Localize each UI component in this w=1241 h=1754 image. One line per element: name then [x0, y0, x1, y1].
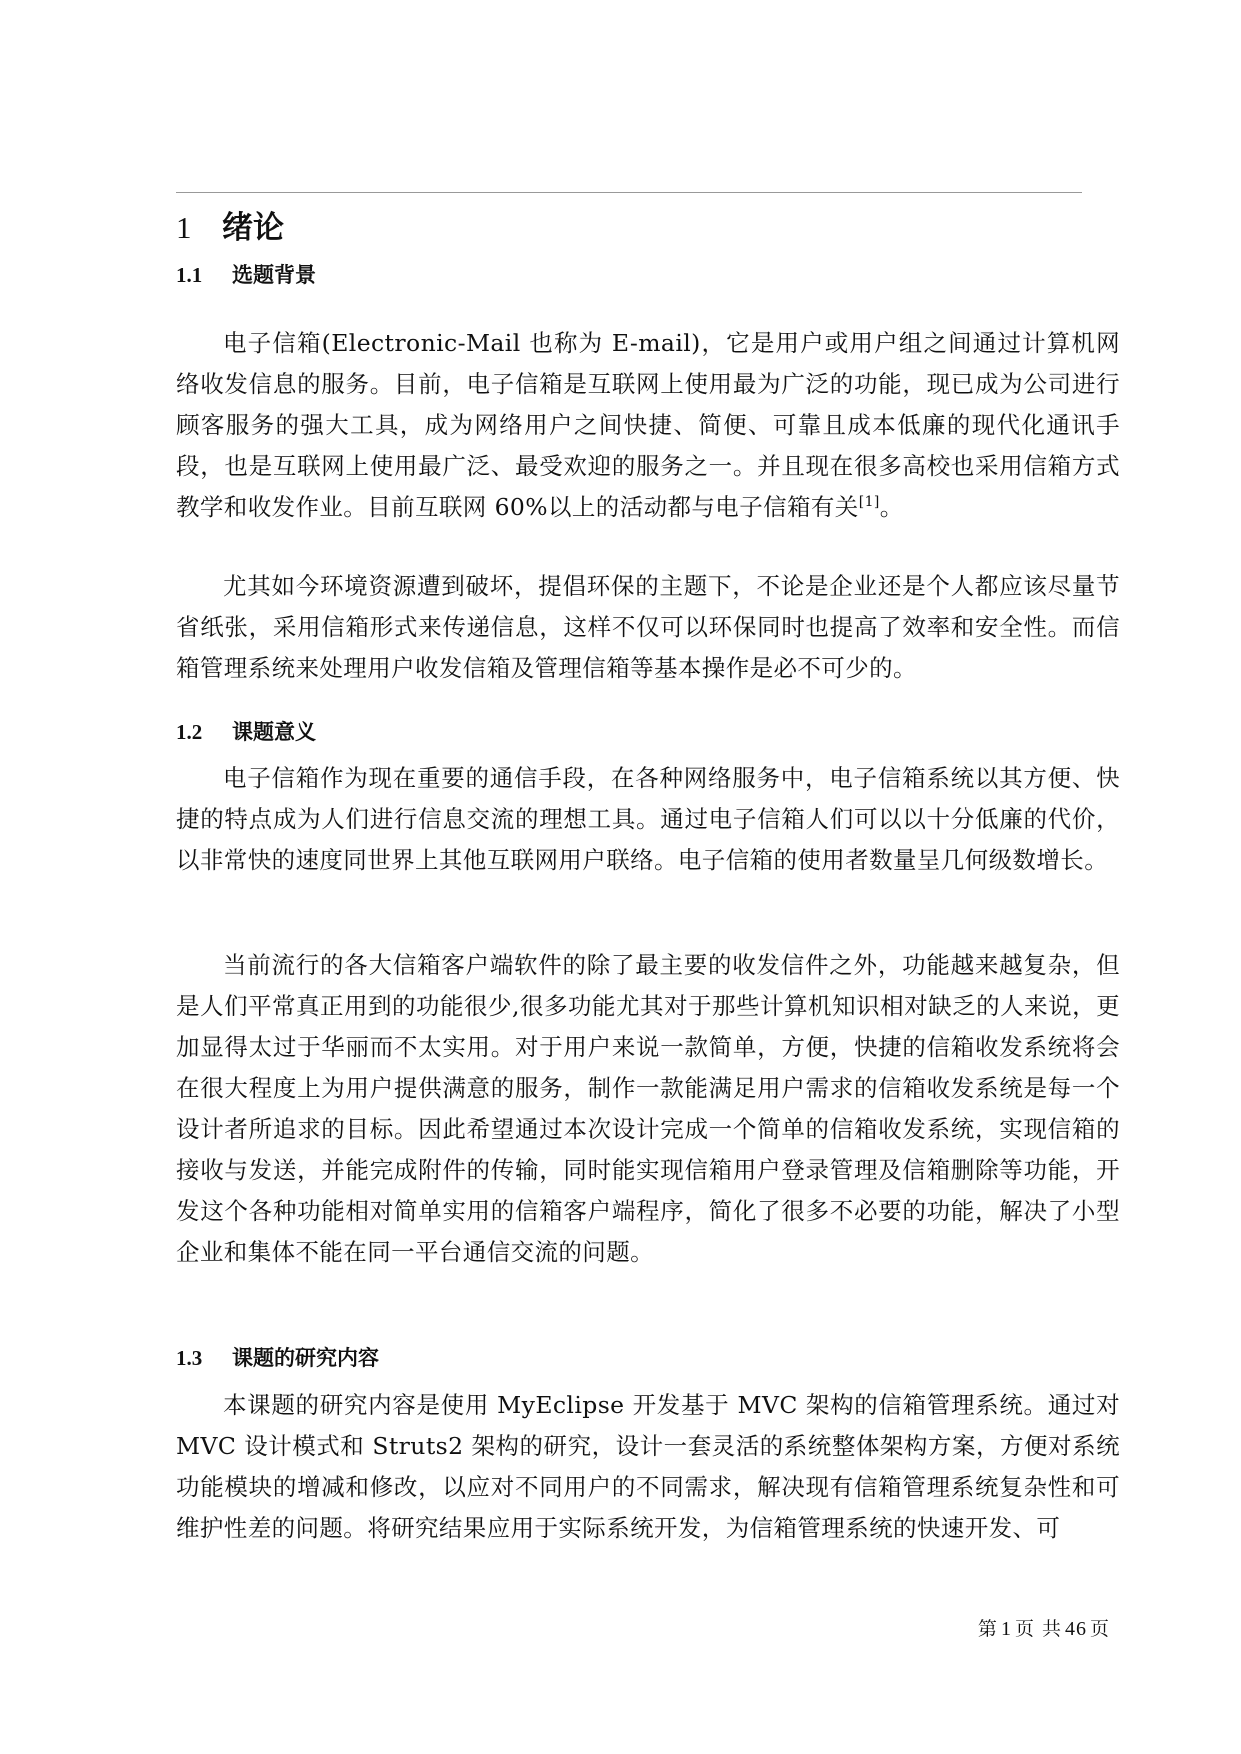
footer-current-page: 1: [1000, 1618, 1012, 1640]
paragraph-1-1-b: [176, 566, 1120, 689]
section-number: 1.2: [176, 720, 203, 744]
paragraph-1-2-b: [176, 945, 1120, 1273]
footer-prefix: 第: [977, 1618, 998, 1640]
paragraph-text: 本课题的研究内容是使用 MyEclipse 开发基于 MVC 架构的信箱管理系统。通过对 MVC 设计模式和 Struts2 架构的研究，设计一套灵活的系统整体架构方案，方便对系统功能模块的增减和修改，以应对不同用户的不同需求，解决现有信箱管理系统复杂性和可维护性差的问题。将研究结果应用于实际系统开发，为信箱管理系统的快速开发、可: [176, 1391, 1120, 1542]
footer-suffix: 页: [1089, 1618, 1110, 1640]
paragraph-text: 电子信箱(Electronic-Mail 也称为 E-mail)，它是用户或用户组之间通过计算机网络收发信息的服务。目前，电子信箱是互联网上使用最为广泛的功能，现已成为公司进行顾客服务的强大工具，成为网络用户之间快捷、简便、可靠且成本低廉的现代化通讯手段，也是互联网上使用最广泛、最受欢迎的服务之一。并且现在很多高校也采用信箱方式教学和收发作业。目前互联网 60%以上的活动都与电子信箱有关: [176, 329, 1120, 521]
section-heading-1-3: [176, 1338, 379, 1378]
citation-ref: [1]: [858, 494, 880, 510]
footer-total-pages: 46: [1064, 1618, 1087, 1640]
chapter-title: [176, 204, 284, 252]
footer-middle: 页 共: [1014, 1618, 1062, 1640]
section-number: 1.1: [176, 263, 203, 287]
section-number: 1.3: [176, 1346, 203, 1370]
chapter-title-text: 绪论: [222, 210, 284, 246]
section-title: 课题意义: [232, 720, 316, 744]
header-rule: [176, 192, 1082, 193]
section-title: 课题的研究内容: [232, 1346, 379, 1370]
section-title: 选题背景: [232, 263, 316, 287]
section-heading-1-1: [176, 255, 316, 295]
page-footer: [978, 1617, 1110, 1641]
chapter-number: 1: [176, 210, 192, 245]
paragraph-1-1-a: [176, 323, 1120, 528]
paragraph-1-2-a: [176, 758, 1120, 881]
paragraph-tail: 。: [879, 493, 904, 521]
paragraph-text: 尤其如今环境资源遭到破坏，提倡环保的主题下，不论是企业还是个人都应该尽量节省纸张，采用信箱形式来传递信息，这样不仅可以环保同时也提高了效率和安全性。而信箱管理系统来处理用户收发信箱及管理信箱等基本操作是必不可少的。: [176, 572, 1120, 682]
paragraph-text: 电子信箱作为现在重要的通信手段，在各种网络服务中，电子信箱系统以其方便、快捷的特点成为人们进行信息交流的理想工具。通过电子信箱人们可以以十分低廉的代价，以非常快的速度同世界上其他互联网用户联络。电子信箱的使用者数量呈几何级数增长。: [176, 764, 1120, 874]
section-heading-1-2: [176, 712, 316, 752]
paragraph-text: 当前流行的各大信箱客户端软件的除了最主要的收发信件之外，功能越来越复杂，但是人们平常真正用到的功能很少,很多功能尤其对于那些计算机知识相对缺乏的人来说，更加显得太过于华丽而不太实用。对于用户来说一款简单，方便，快捷的信箱收发系统将会在很大程度上为用户提供满意的服务，制作一款能满足用户需求的信箱收发系统是每一个设计者所追求的目标。因此希望通过本次设计完成一个简单的信箱收发系统，实现信箱的接收与发送，并能完成附件的传输，同时能实现信箱用户登录管理及信箱删除等功能，开发这个各种功能相对简单实用的信箱客户端程序，简化了很多不必要的功能，解决了小型企业和集体不能在同一平台通信交流的问题。: [176, 951, 1120, 1266]
paragraph-1-3-a: [176, 1385, 1120, 1549]
